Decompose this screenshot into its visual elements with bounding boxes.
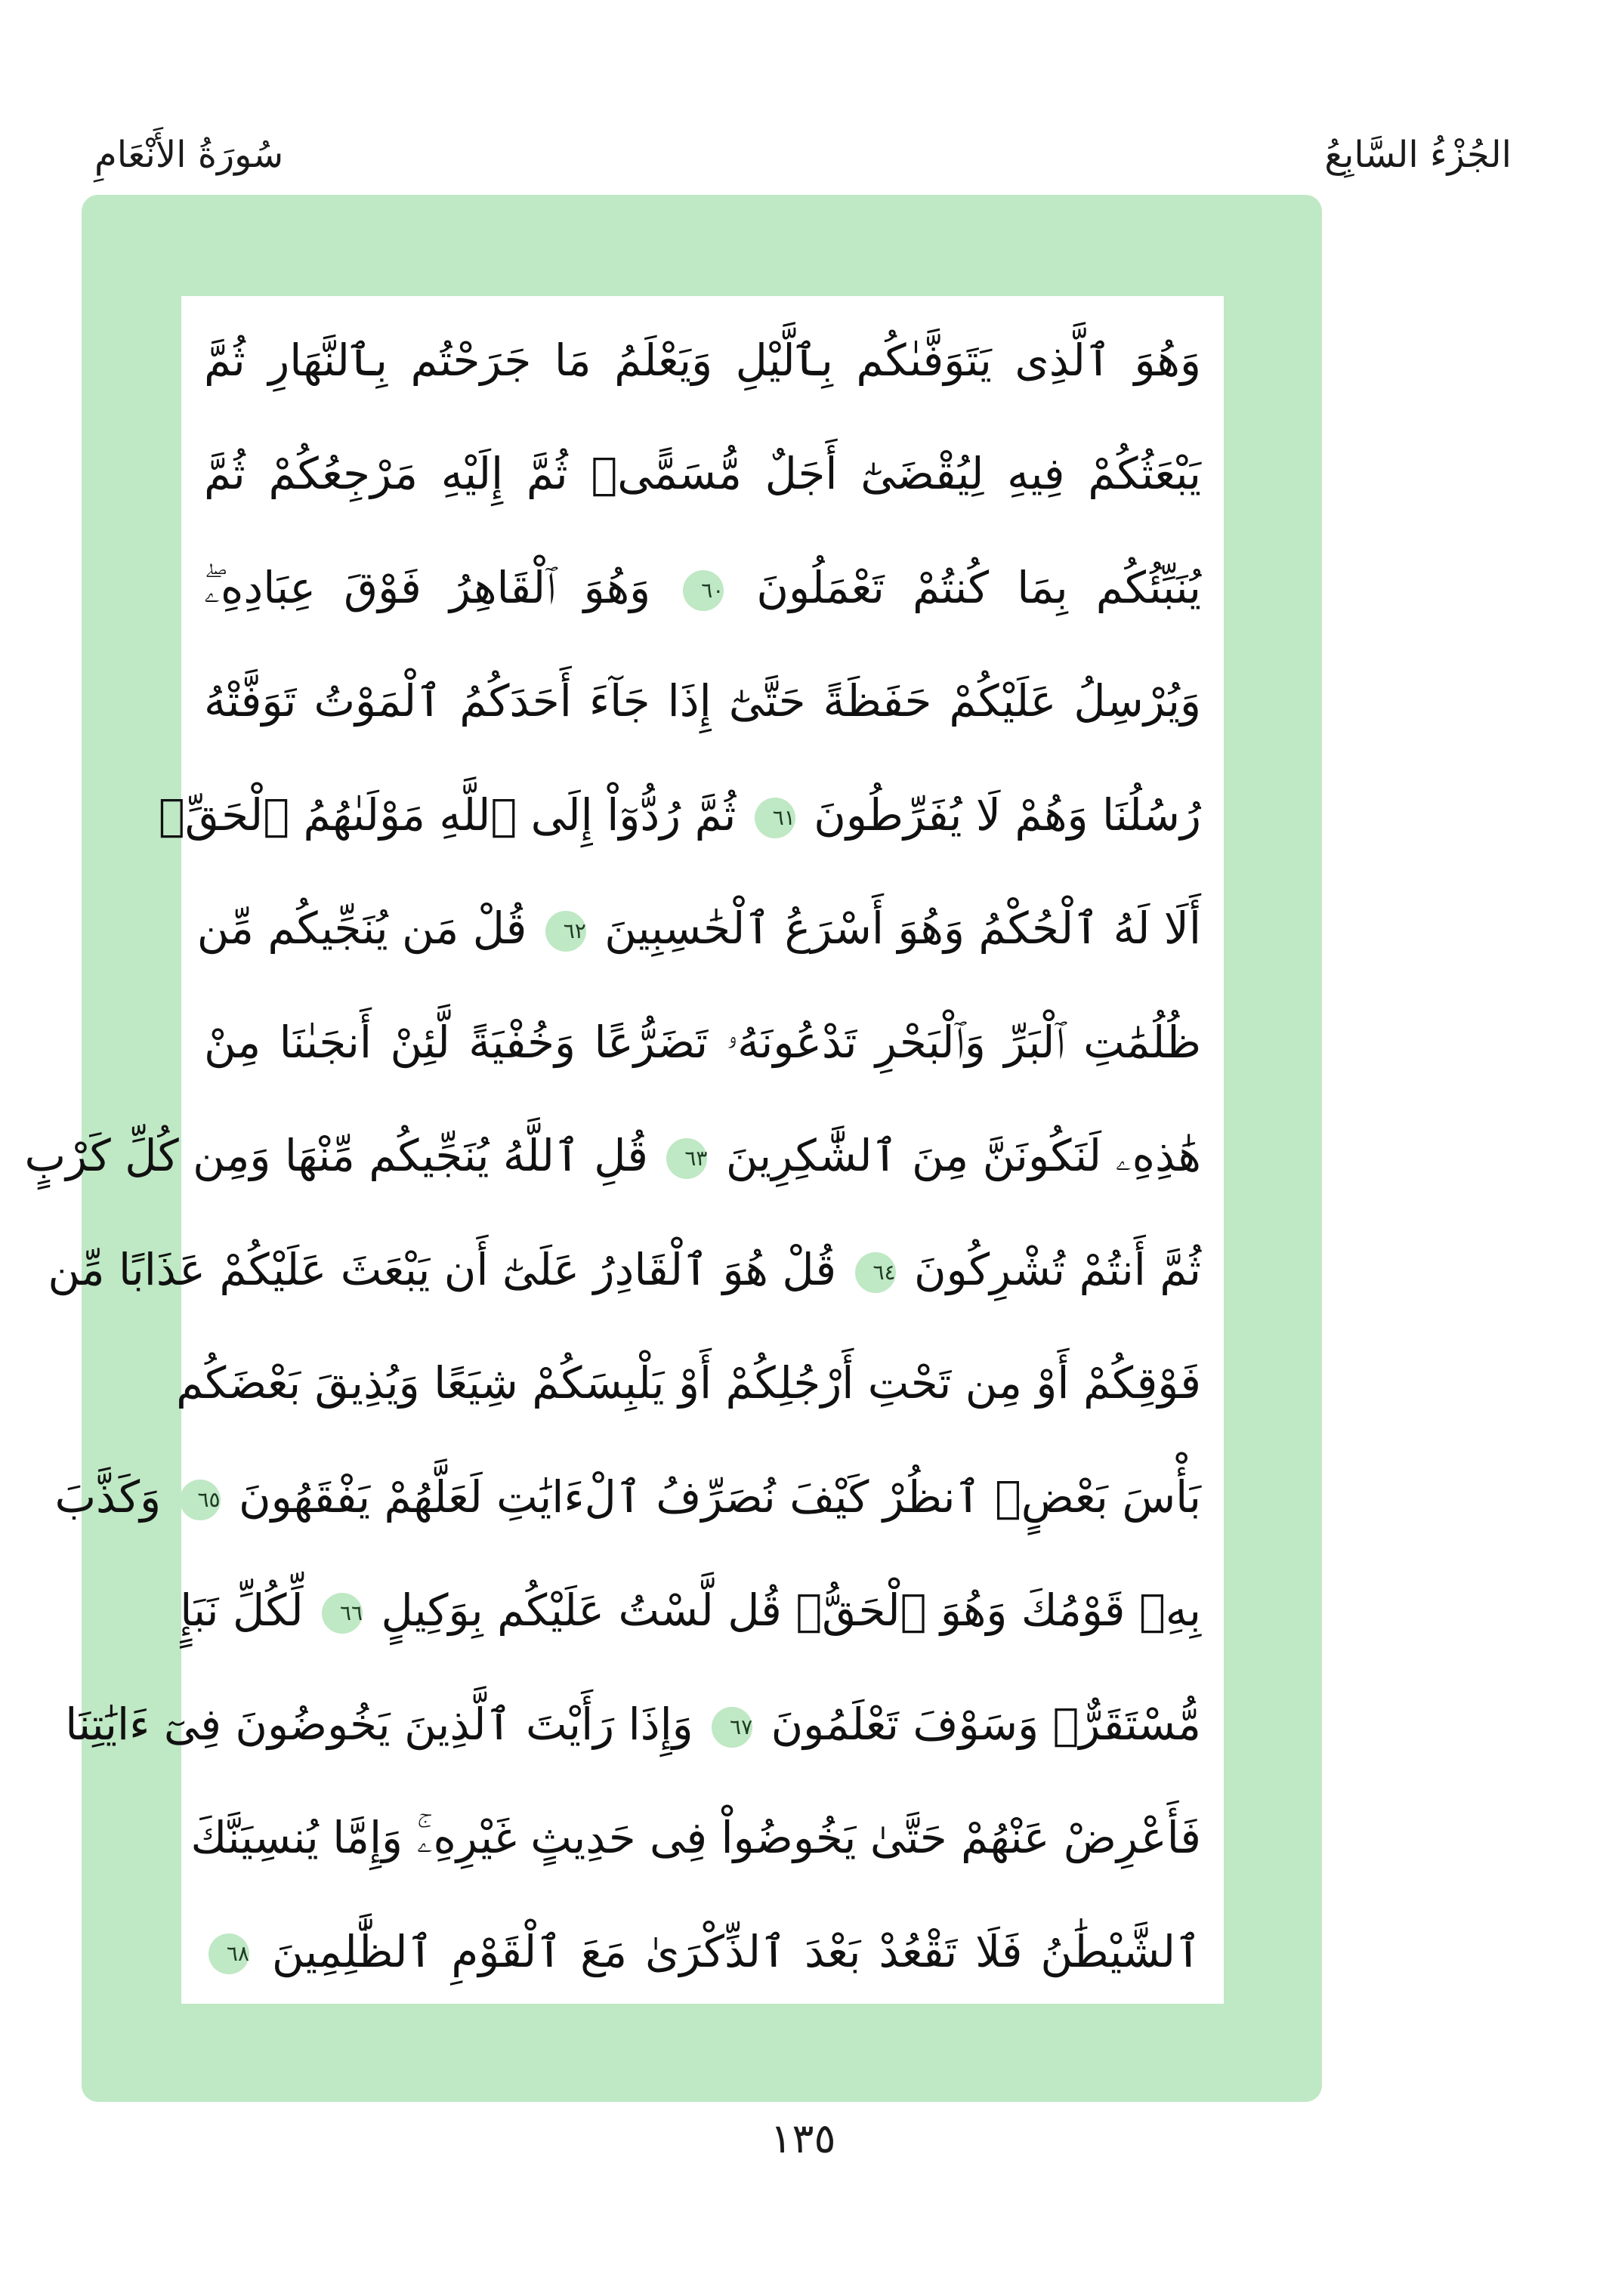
verse-line (54, 1467, 1201, 1526)
line-text: رُسُلُنَا وَهُمْ لَا يُفَرِّطُونَ (814, 788, 1201, 841)
line-text: ظُلُمَٰتِ ٱلْبَرِّ وَٱلْبَحْرِ تَدْعُونَهُۥ تَضَرُّعًا وَخُفْيَةً لَّئِنْ أَنجَىٰنَا مِنْ (204, 1016, 1201, 1068)
verse-line (204, 558, 1201, 617)
ayah-number-marker: ٦٣ (666, 1138, 707, 1179)
page-number: ١٣٥ (770, 2115, 836, 2162)
line-text: قُلِ ٱللَّهُ يُنَجِّيكُم مِّنْهَا وَمِن كُلِّ كَرْبٍ (24, 1130, 648, 1182)
verse-line (204, 671, 1201, 730)
verse-line (204, 1013, 1201, 1072)
line-text: فَأَعْرِضْ عَنْهُمْ حَتَّىٰ يَخُوضُواْ فِى حَدِيثٍ غَيْرِهِۦۚ وَإِمَّا يُنسِيَنَّكَ (190, 1812, 1201, 1864)
line-text: وَإِذَا رَأَيْتَ ٱلَّذِينَ يَخُوضُونَ فِىٓ ءَايَٰتِنَا (65, 1698, 693, 1750)
line-text: لِّكُلِّ نَبَإٍ (180, 1585, 304, 1637)
page-header (94, 113, 1512, 196)
line-text: وَهُوَ ٱلْقَاهِرُ فَوْقَ عِبَادِهِۦۖ (204, 561, 651, 613)
line-text: هَٰذِهِۦ لَنَكُونَنَّ مِنَ ٱلشَّٰكِرِينَ (725, 1130, 1201, 1182)
line-text: قُلْ مَن يُنَجِّيكُم مِّن (196, 903, 527, 955)
verse-line (48, 1240, 1201, 1299)
verse-line (24, 1126, 1201, 1185)
line-text: وَيُرْسِلُ عَلَيْكُمْ حَفَظَةً حَتَّىٰٓ إِذَا جَآءَ أَحَدَكُمُ ٱلْمَوْتُ تَوَفَّتْهُ (204, 675, 1201, 727)
verse-line (204, 331, 1201, 390)
line-text: فَوْقِكُمْ أَوْ مِن تَحْتِ أَرْجُلِكُمْ أَوْ يَلْبِسَكُمْ شِيَعًا وَيُذِيقَ بَعْضَكُم (176, 1357, 1201, 1409)
ayah-number-marker: ٦٢ (545, 911, 586, 952)
line-text: يُنَبِّئُكُم بِمَا كُنتُمْ تَعْمَلُونَ (756, 561, 1202, 613)
line-text: ٱلشَّيْطَٰنُ فَلَا تَقْعُدْ بَعْدَ ٱلذِّكْرَىٰ مَعَ ٱلْقَوْمِ ٱلظَّٰلِمِينَ (271, 1925, 1202, 1977)
verse-line (176, 1353, 1201, 1412)
ayah-number-marker: ٦٤ (855, 1252, 896, 1293)
text-panel (24, 296, 1224, 2004)
line-text: ثُمَّ أَنتُمْ تُشْرِكُونَ (913, 1243, 1201, 1295)
verse-line (204, 444, 1201, 503)
surah-name: سُورَةُ الأَنْعَامِ (94, 134, 284, 176)
ayah-number-marker: ٦٧ (712, 1707, 752, 1748)
verse-line (190, 1808, 1201, 1867)
line-text: وَهُوَ ٱلَّذِى يَتَوَفَّىٰكُم بِٱلَّيْلِ وَيَعْلَمُ مَا جَرَحْتُم بِٱلنَّهَارِ ثُمَّ (204, 335, 1201, 386)
line-text: وَكَذَّبَ (54, 1470, 162, 1523)
ayah-number-marker: ٦٠ (683, 570, 724, 611)
line-text: قُلْ هُوَ ٱلْقَادِرُ عَلَىٰٓ أَن يَبْعَثَ عَلَيْكُمْ عَذَابًا مِّن (48, 1243, 837, 1295)
line-text: أَلَا لَهُ ٱلْحُكْمُ وَهُوَ أَسْرَعُ ٱلْحَٰسِبِينَ (604, 903, 1201, 955)
line-text: ثُمَّ رُدُّوٓاْ إِلَى ٱللَّهِ مَوْلَىٰهُمُ ٱلْحَقِّۚ (158, 788, 737, 841)
line-text: مُّسْتَقَرٌّۚ وَسَوْفَ تَعْلَمُونَ (771, 1698, 1201, 1750)
ayah-number-marker: ٦٨ (208, 1933, 249, 1974)
verse-lines (24, 331, 1202, 1981)
verse-line (204, 1922, 1201, 1981)
page-frame (24, 202, 1314, 2094)
verse-line (196, 899, 1201, 958)
ayah-number-marker: ٦١ (755, 798, 795, 838)
verse-line (158, 785, 1201, 844)
ayah-number-marker: ٦٥ (180, 1480, 221, 1520)
line-text: بِهِۦ قَوْمُكَ وَهُوَ ٱلْحَقُّۚ قُل لَّسْتُ عَلَيْكُم بِوَكِيلٍ (381, 1585, 1201, 1637)
verse-line (180, 1581, 1201, 1640)
verse-line (65, 1695, 1201, 1754)
line-text: بَأْسَ بَعْضٍۗ ٱنظُرْ كَيْفَ نُصَرِّفُ ٱلْءَايَٰتِ لَعَلَّهُمْ يَفْقَهُونَ (239, 1470, 1201, 1523)
juz-name: الجُزْءُ السَّابِعُ (1324, 134, 1512, 176)
ayah-number-marker: ٦٦ (322, 1593, 363, 1634)
line-text: يَبْعَثُكُمْ فِيهِ لِيُقْضَىٰٓ أَجَلٌ مُّسَمًّىۖ ثُمَّ إِلَيْهِ مَرْجِعُكُمْ ثُمَّ (204, 448, 1201, 500)
